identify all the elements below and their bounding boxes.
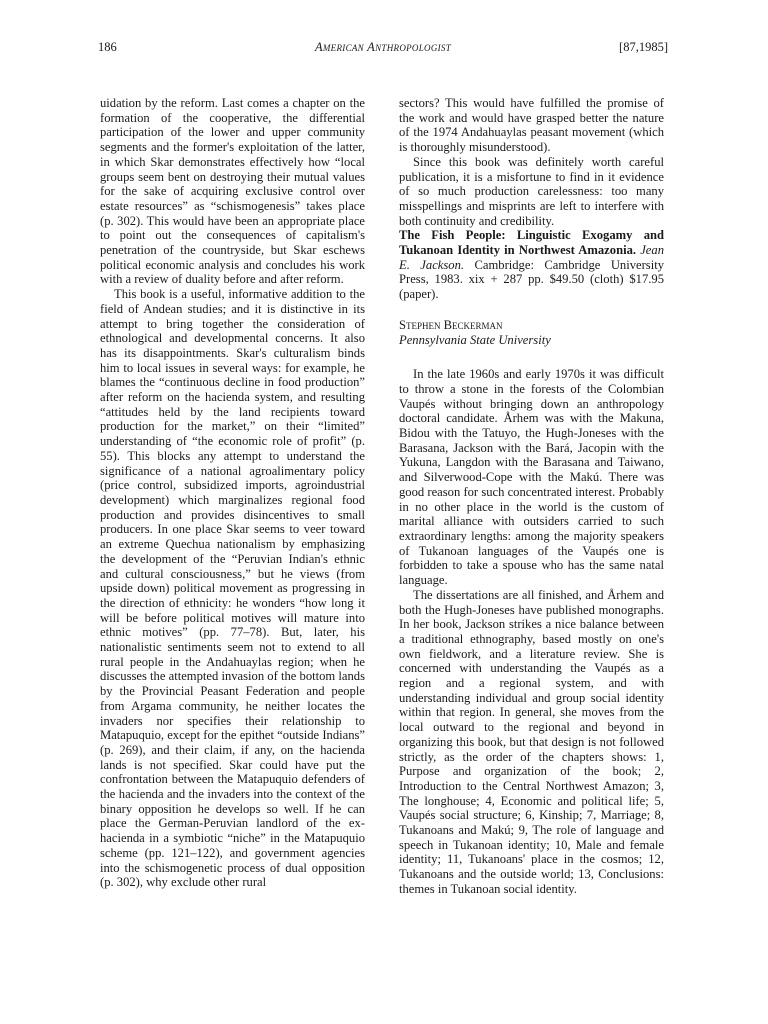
page-number: 186 — [98, 40, 117, 54]
reviewer-institution: Pennsylvania State University — [399, 332, 551, 347]
review-book-title: The Fish People: Linguistic Exogamy and Tukanoan Identity in Northwest Amazonia. — [399, 228, 664, 258]
review-body — [399, 367, 664, 896]
reviewer-block — [399, 318, 664, 347]
body-paragraph: The dissertations are all finished, and Århem and both the Hugh-Joneses have published monographs. In her book, Jackson strikes a nice balance between a traditional ethnography, based mostly on one's own fieldwork, and a literature review. She is concerned with understanding the Vaupés as a region and a regional system, and with understanding individual and group social identity within that region. In general, she moves from the local outward to the regional and beyond in organizing this book, but that design is not followed strictly, as the order of the chapters shows: 1, Purpose and organization of the book; 2, Introduction to the Central Northwest Amazon; 3, The longhouse; 4, Economic and political life; 5, Vaupés social structure; 6, Kinship; 7, Marriage; 8, Tukanoans and Makú; 9, The role of language and speech in Tukanoan identity; 10, Male and female identity; 11, Tukanoans' place in the cosmos; 12, Tukanoans and the outside world; 13, Conclusions: themes in Tukanoan social identity. — [399, 587, 664, 896]
body-paragraph: In the late 1960s and early 1970s it was difficult to throw a stone in the forests of the Colombian Vaupés without bringing down an anthropology doctoral candidate. Århem was with the Makuna, Bidou with the Tatuyo, the Hugh-Joneses with the Barasana, Jackson with the Bará, Jacopin with the Yukuna, Langdon with the Barasana and Taiwano, and Silverwood-Cope with the Makú. There was good reason for such concentrated interest. Probably in no other place in the world is the custom of marital alliance with outsiders carried to such extraordinary lengths: among the majority speakers of Tukanoan languages of the Vaupés one is forbidden to take a spouse who has the same natal language. — [399, 367, 664, 588]
body-paragraph: uidation by the reform. Last comes a chapter on the formation of the cooperative, the differential participation of the lower and upper community segments and the former's exploitation of the latter, in which Skar demonstrates effectively how “local groups seem bent on destroying their mutual values for the sake of acquiring exclusive control over estate resources” as “schismogenesis” takes place (p. 302). This would have been an appropriate place to point out the consequences of capitalism's penetration of the countryside, but Skar eschews political economic analysis and concludes his work with a review of duality before and after reform. — [100, 96, 365, 287]
reviewer-name: Stephen Beckerman — [399, 317, 503, 332]
body-paragraph: This book is a useful, informative addition to the field of Andean studies; and it is distinctive in its attempt to bring together the consideration of ethnological and developmental concerns. It also has its disappointments. Skar's culturalism binds him to local issues in several ways: for example, he blames the “continuous decline in food production” after reform on the hacienda system, and resulting “attitudes held by the land recipients toward production for the market,” on their “limited” understanding of “the economic role of profit” (p. 55). This blocks any attempt to understand the significance of a national agroalimentary policy (price control, subsidized imports, agroindustrial development) which marginalizes regional food production and provides disincentives to small producers. In one place Skar seems to veer toward an extreme Quechua nationalism by emphasizing the development of the “Peruvian Indian's ethnic and cultural consciousness,” but he views (from upside down) political movement as progressing in the direction of ethnicity: he wonders “how long it will be before political motives will mature into ethnic motives” (pp. 77–78). But, later, his nationalistic sentiments seem not to extend to all rural people in the Andahuaylas region; when he discusses the attempted invasion of the bottom lands by the Provincial Peasant Federation and people from Argama community, he neither locates the invaders nor specifies their relationship to Matapuquio, except for the epithet “outside Indians” (p. 269), and their claim, if any, on the hacienda lands is not specified. Skar could have put the confrontation between the Matapuquio defenders of the hacienda and the invaders into the context of the binary opposition he develops so well. If he can place the German-Peruvian landlord of the ex-hacienda in a symbiotic “niche” in the Matapuquio scheme (pp. 121–122), and government agencies into the schismogenetic process of dual opposition (p. 302), why exclude other rural — [100, 287, 365, 890]
body-paragraph: sectors? This would have fulfilled the promise of the work and would have grasped better the nature of the 1974 Andahuaylas peasant movement (which is thoroughly misunderstood). — [399, 96, 664, 155]
running-header — [98, 40, 668, 58]
review-citation — [399, 228, 664, 302]
body-paragraph: Since this book was definitely worth careful publication, it is a misfortune to find in it evidence of so much production carelessness: too many misspellings and misprints are left to interfere with both continuity and credibility. — [399, 154, 664, 228]
review-publication-info: Cambridge: Cambridge University Press, 1983. xix + 287 pp. $49.50 (cloth) $17.95 (paper). — [399, 257, 664, 302]
journal-title: American Anthropologist — [314, 40, 452, 54]
volume-year: [87,1985] — [619, 40, 668, 54]
right-column — [399, 96, 664, 897]
review-book-author: Jean E. Jackson. — [399, 243, 664, 272]
left-column — [100, 96, 365, 890]
